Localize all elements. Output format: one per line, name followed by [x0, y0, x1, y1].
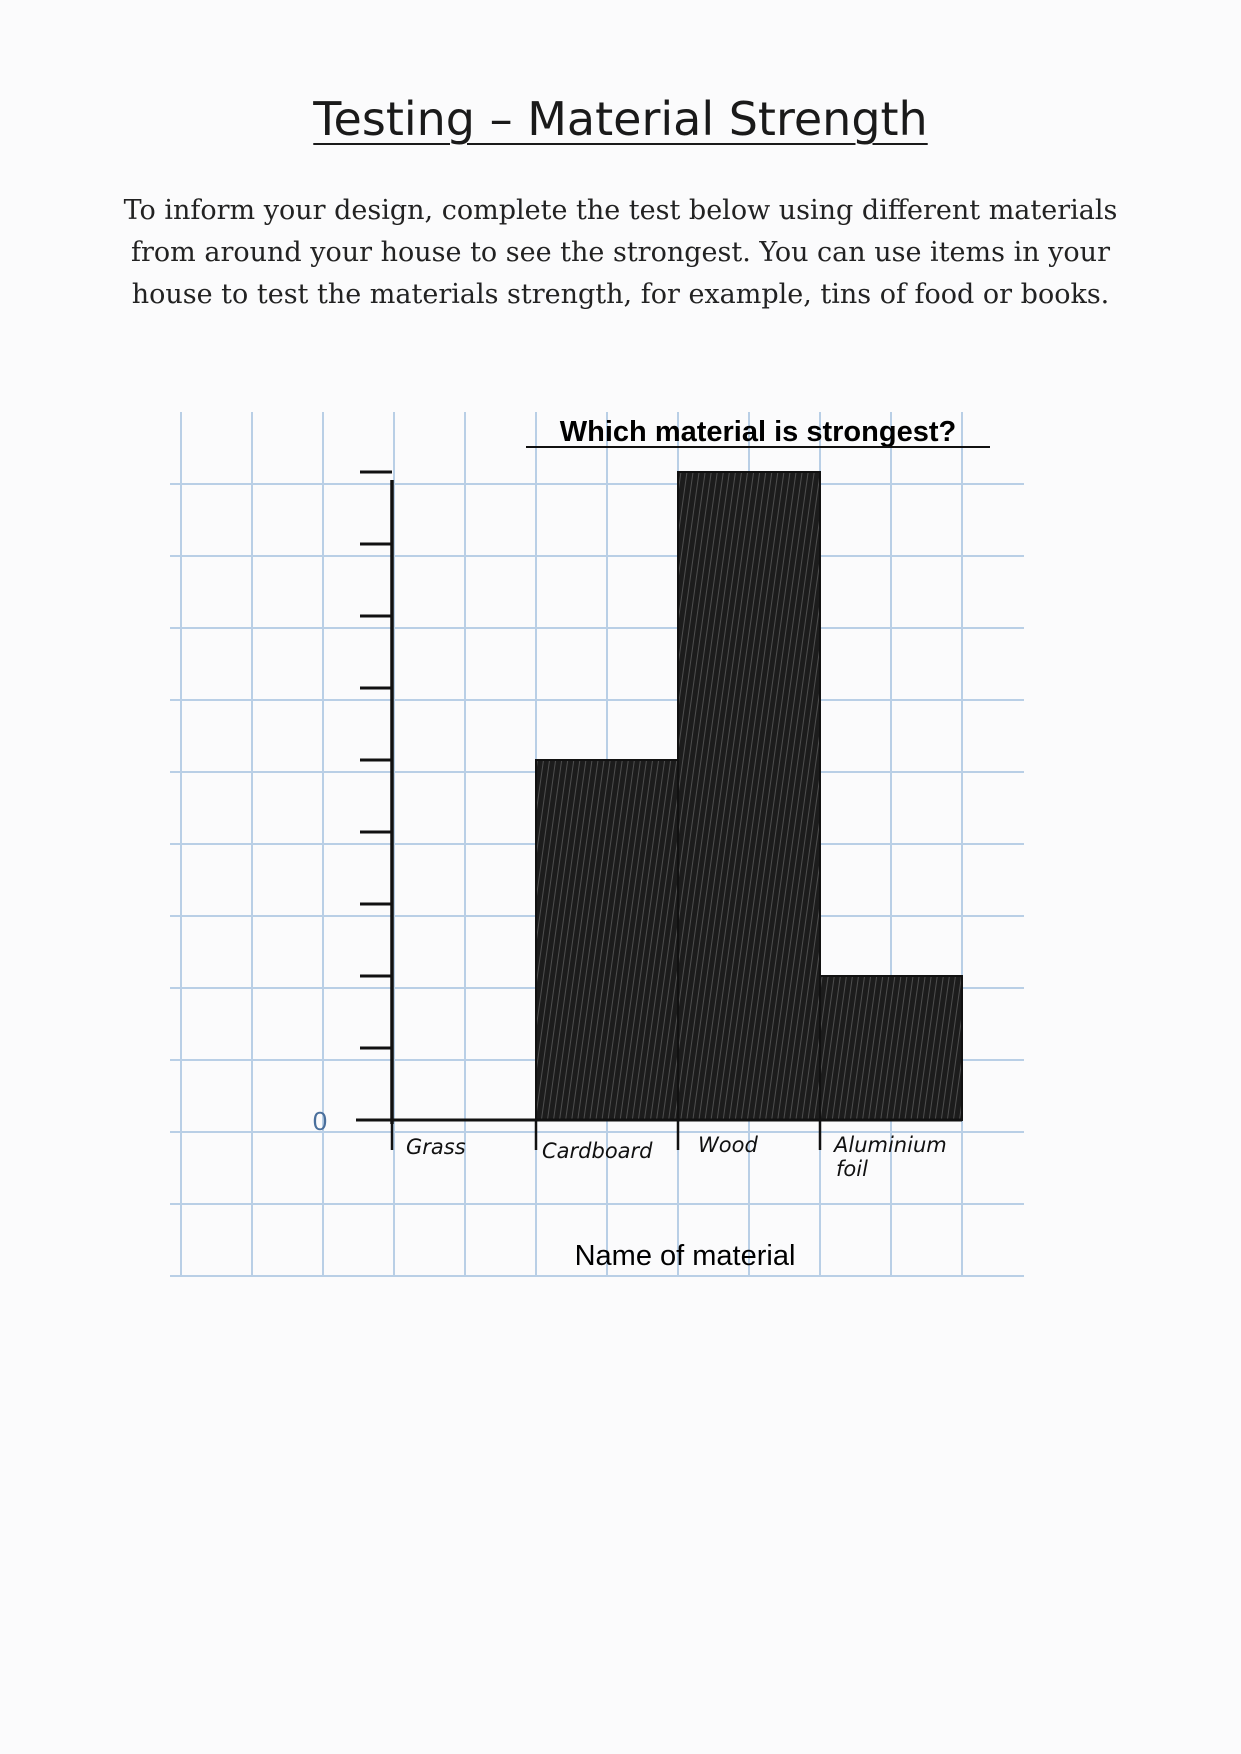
bar-wood	[678, 472, 820, 1120]
chart-title: Which material is strongest?	[559, 416, 957, 448]
category-label: Cardboard	[542, 1139, 653, 1163]
x-axis-label: Name of material	[574, 1240, 796, 1272]
y-tick-label: 0	[312, 1106, 328, 1136]
page-title: Testing – Material Strength	[313, 92, 928, 146]
category-label: Aluminium foil	[834, 1133, 947, 1181]
category-label: Wood	[698, 1133, 758, 1157]
bar-aluminium-foil	[820, 976, 962, 1120]
bar-cardboard	[536, 760, 678, 1120]
intro-text: To inform your design, complete the test below using different materials from around your house to see the strongest. You can use items in your house to test the materials strength, for example, tins of food or books.	[123, 195, 1118, 310]
category-label: Grass	[406, 1135, 466, 1159]
chart-bars	[536, 472, 962, 1120]
